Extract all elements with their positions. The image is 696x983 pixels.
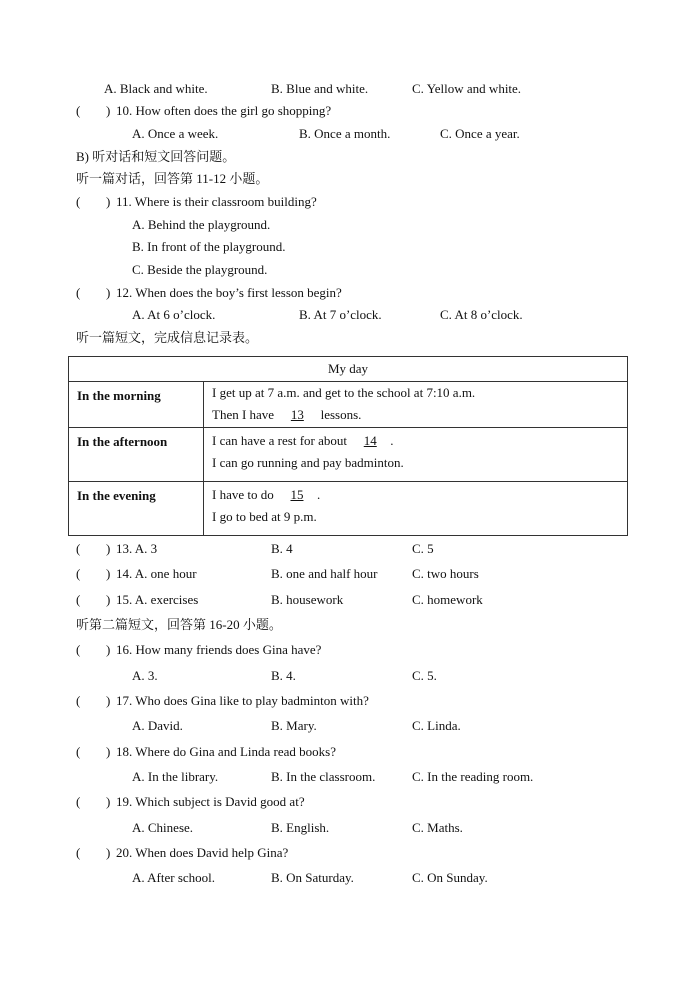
q14-paren-close: ) [106, 566, 111, 581]
q13-option-a: 13. A. 3 [116, 541, 158, 556]
q12-paren-open: ( [76, 285, 81, 300]
q11-question: 11. Where is their classroom building? [116, 194, 317, 209]
q20-question: 20. When does David help Gina? [116, 845, 289, 860]
q20-option-b: B. On Saturday. [271, 870, 354, 885]
q20-paren-close: ) [106, 845, 111, 860]
evening-line-2: I go to bed at 9 p.m. [212, 509, 317, 524]
evening-line-1 [204, 482, 627, 506]
q16-paren-close: ) [106, 642, 111, 657]
row-content-morning [204, 382, 628, 428]
row-label-afternoon: In the afternoon [69, 428, 204, 482]
afternoon-line-2: I can go running and pay badminton. [212, 455, 404, 470]
q13-option-c: C. 5 [412, 541, 434, 556]
row-content-evening [204, 482, 628, 536]
q17-paren-close: ) [106, 693, 111, 708]
morning-line-2-post: lessons. [320, 407, 362, 422]
q10-option-c: C. Once a year. [440, 126, 520, 141]
q12-question: 12. When does the boy’s first lesson begin? [116, 285, 342, 300]
q11-paren-close: ) [106, 194, 111, 209]
afternoon-line-1 [204, 428, 627, 452]
q19-option-a: A. Chinese. [132, 820, 194, 835]
q19-option-c: C. Maths. [412, 820, 463, 835]
afternoon-line-1-post: . [390, 433, 394, 448]
row-content-afternoon [204, 428, 628, 482]
blank-15[interactable]: 15 [290, 487, 304, 502]
q18-option-b: B. In the classroom. [271, 769, 376, 784]
q10-option-a: A. Once a week. [132, 126, 219, 141]
blank-13[interactable]: 13 [290, 407, 304, 422]
q17-paren-open: ( [76, 693, 81, 708]
q12-option-b: B. At 7 o’clock. [299, 307, 382, 322]
row-label-evening: In the evening [69, 482, 204, 536]
q18-question: 18. Where do Gina and Linda read books? [116, 744, 336, 759]
q10-paren-open: ( [76, 103, 81, 118]
blank-14[interactable]: 14 [363, 433, 377, 448]
q15-option-b: B. housework [271, 592, 344, 607]
q18-option-c: C. In the reading room. [412, 769, 534, 784]
q19-question: 19. Which subject is David good at? [116, 794, 305, 809]
morning-line-2 [204, 404, 627, 426]
q16-question: 16. How many friends does Gina have? [116, 642, 322, 657]
q17-option-a: A. David. [132, 718, 183, 733]
q16-option-c: C. 5. [412, 668, 437, 683]
q14-option-c: C. two hours [412, 566, 479, 581]
q11-option-a: A. Behind the playground. [132, 217, 271, 232]
row-label-morning: In the morning [69, 382, 204, 428]
q18-paren-open: ( [76, 744, 81, 759]
q18-option-a: A. In the library. [132, 769, 219, 784]
q13-option-b: B. 4 [271, 541, 293, 556]
q19-paren-open: ( [76, 794, 81, 809]
q17-question: 17. Who does Gina like to play badminton with? [116, 693, 369, 708]
q10-paren-close: ) [106, 103, 111, 118]
q18-paren-close: ) [106, 744, 111, 759]
q15-option-a: 15. A. exercises [116, 592, 199, 607]
q9-option-c: C. Yellow and white. [412, 81, 522, 96]
q15-paren-open: ( [76, 592, 81, 607]
morning-line-2-pre: Then I have [212, 407, 275, 422]
q19-paren-close: ) [106, 794, 111, 809]
passage1-instruction: 听一篇短文，完成信息记录表。 [76, 330, 259, 345]
q15-paren-close: ) [106, 592, 111, 607]
q20-paren-open: ( [76, 845, 81, 860]
q11-paren-open: ( [76, 194, 81, 209]
q17-option-b: B. Mary. [271, 718, 317, 733]
q10-option-b: B. Once a month. [299, 126, 391, 141]
q16-option-a: A. 3. [132, 668, 158, 683]
q9-option-a: A. Black and white. [104, 81, 208, 96]
passage2-instruction: 听第二篇短文，回答第 16-20 小题。 [76, 617, 282, 632]
my-day-table [68, 356, 628, 536]
q13-paren-close: ) [106, 541, 111, 556]
q11-option-c: C. Beside the playground. [132, 262, 268, 277]
q20-option-a: A. After school. [132, 870, 216, 885]
q9-option-b: B. Blue and white. [271, 81, 369, 96]
morning-line-1: I get up at 7 a.m. and get to the school at 7:10 a.m. [212, 385, 476, 400]
q14-option-b: B. one and half hour [271, 566, 378, 581]
section-b-heading: B) 听对话和短文回答问题。 [76, 149, 236, 164]
q17-option-c: C. Linda. [412, 718, 461, 733]
q13-paren-open: ( [76, 541, 81, 556]
q16-option-b: B. 4. [271, 668, 296, 683]
afternoon-line-1-pre: I can have a rest for about [212, 433, 347, 448]
q14-paren-open: ( [76, 566, 81, 581]
q16-paren-open: ( [76, 642, 81, 657]
q12-option-a: A. At 6 o’clock. [132, 307, 216, 322]
dialog1-instruction: 听一篇对话，回答第 11-12 小题。 [76, 171, 269, 186]
table-title: My day [69, 357, 628, 382]
q20-option-c: C. On Sunday. [412, 870, 488, 885]
q12-option-c: C. At 8 o’clock. [440, 307, 523, 322]
q19-option-b: B. English. [271, 820, 330, 835]
evening-line-1-pre: I have to do [212, 487, 274, 502]
q10-question: 10. How often does the girl go shopping? [116, 103, 332, 118]
evening-line-1-post: . [316, 487, 321, 502]
q15-option-c: C. homework [412, 592, 483, 607]
q14-option-a: 14. A. one hour [116, 566, 197, 581]
q11-option-b: B. In front of the playground. [132, 239, 286, 254]
q12-paren-close: ) [106, 285, 111, 300]
